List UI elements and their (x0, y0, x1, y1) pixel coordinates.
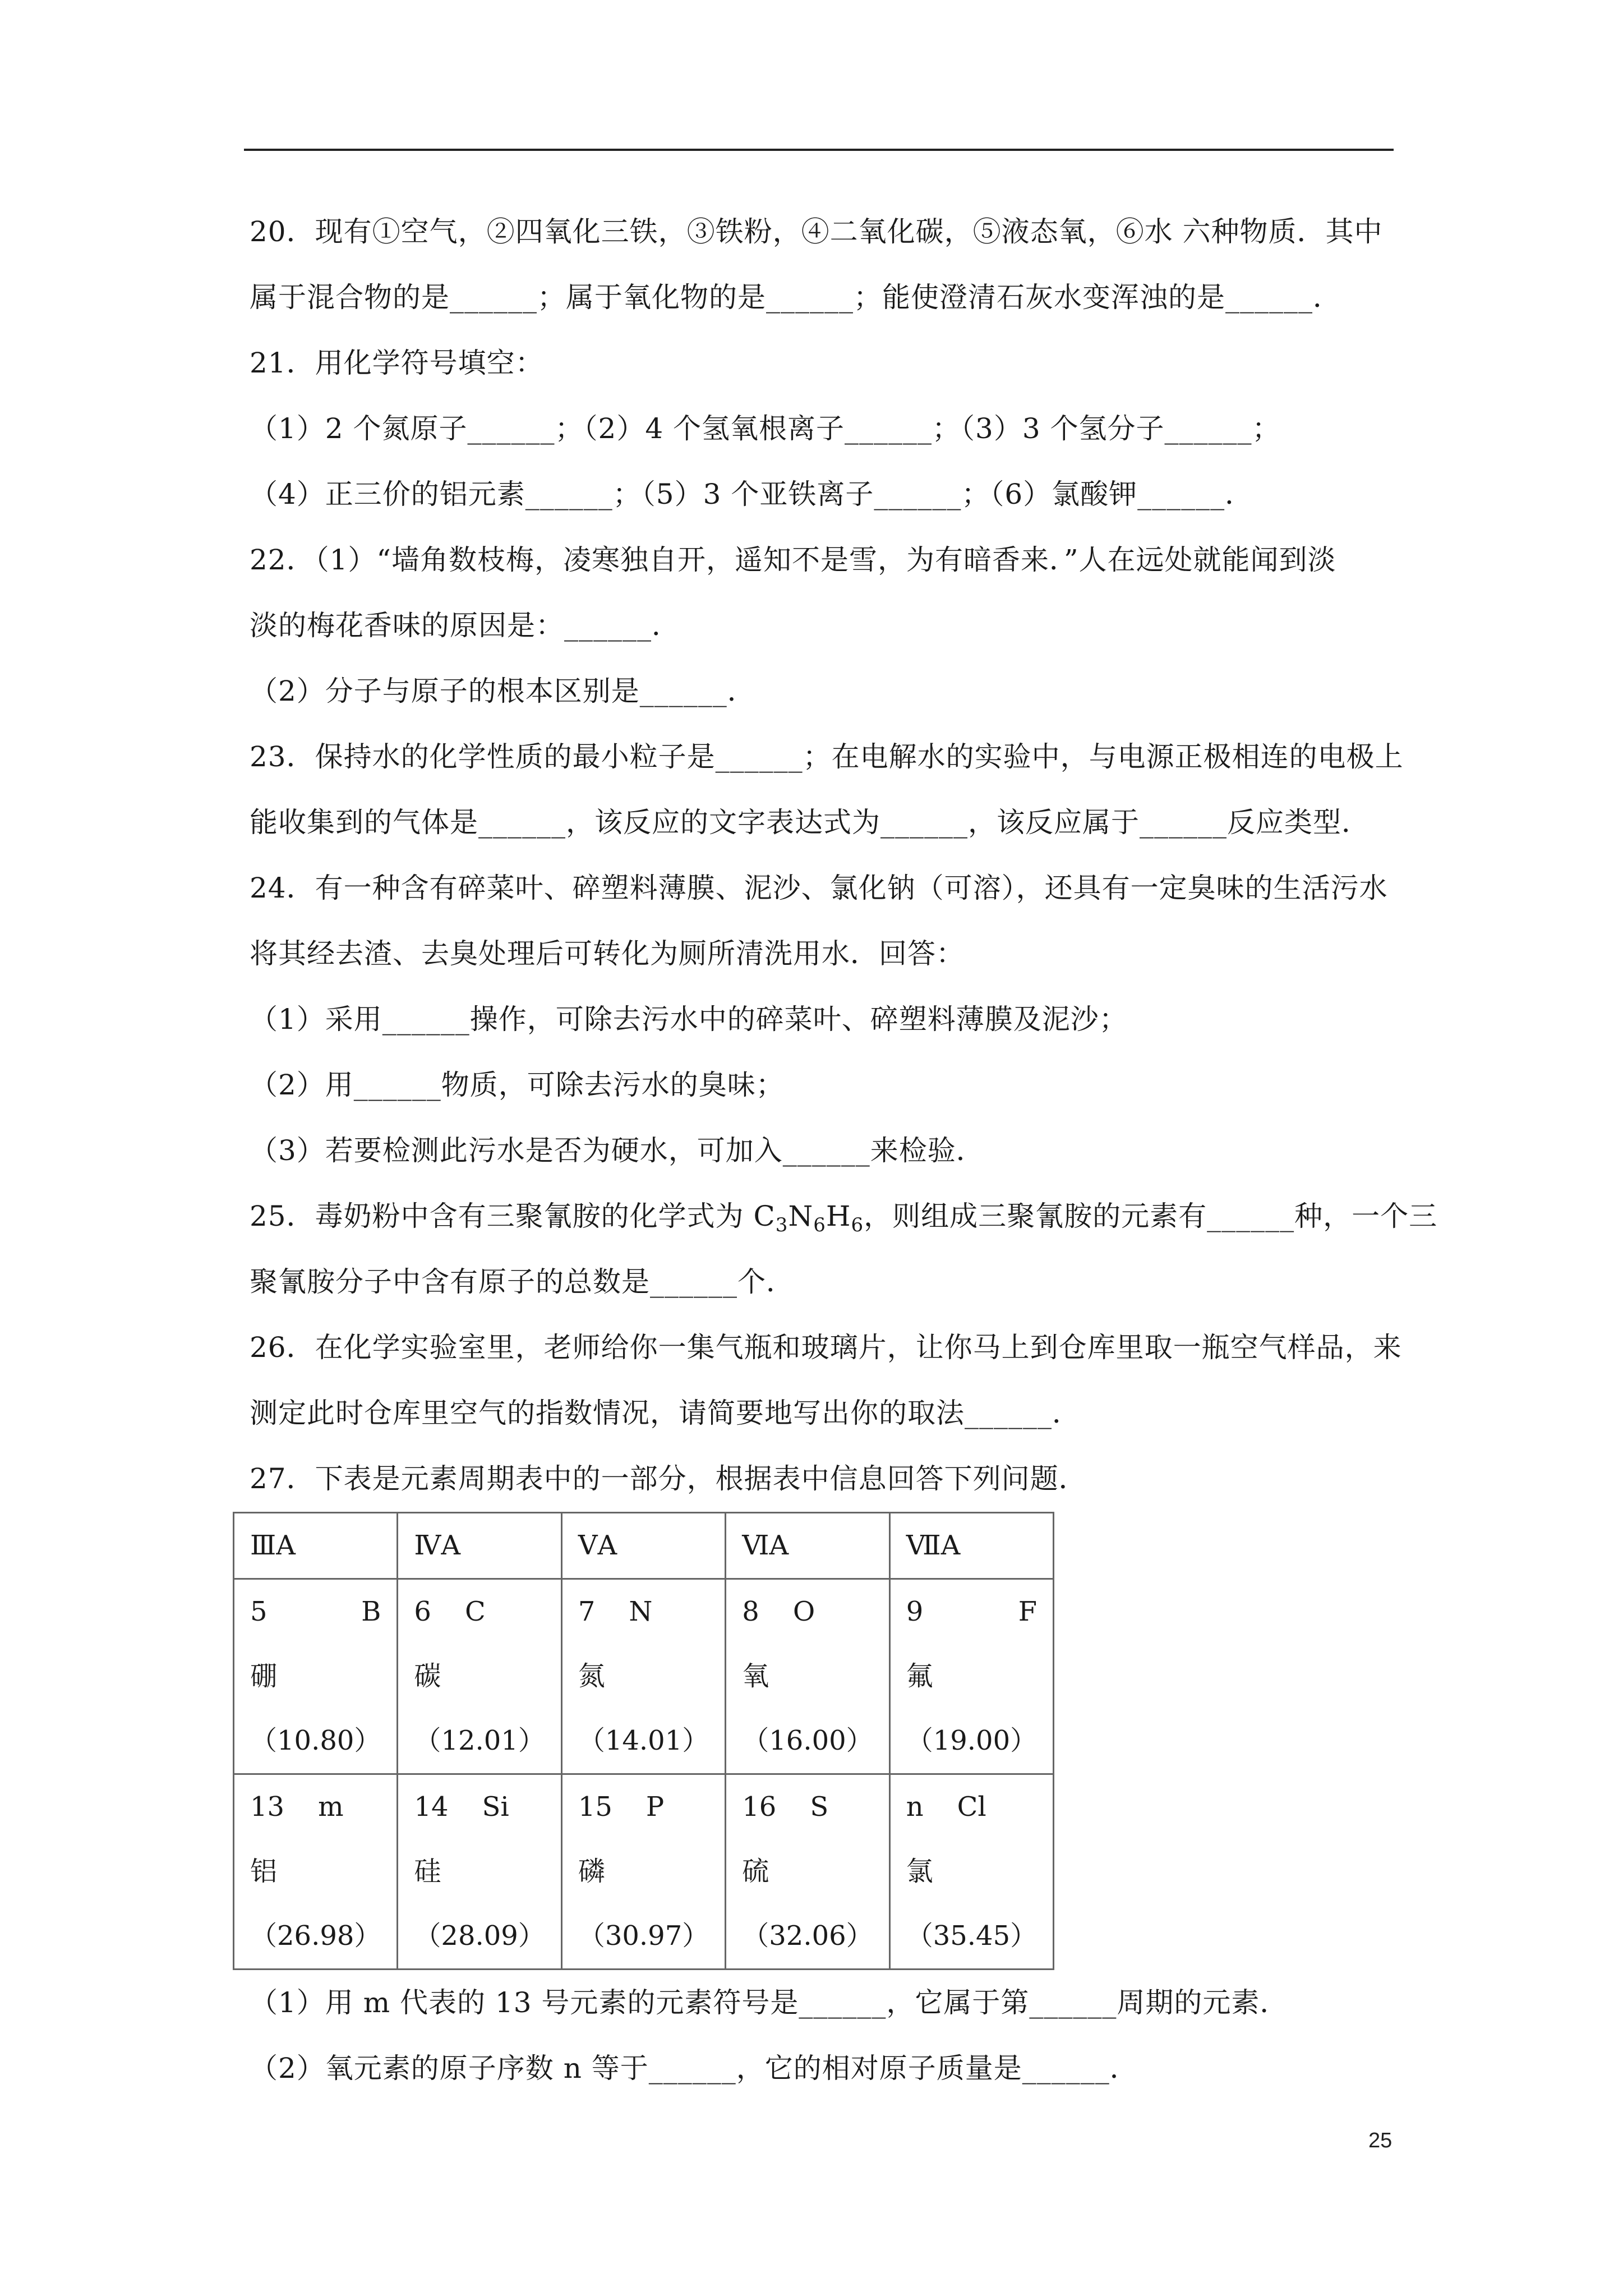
q25-line2: 聚氰胺分子中含有原子的总数是______个． (250, 1266, 795, 1298)
atomic-number: 7 (578, 1596, 596, 1627)
group-header: ⅢA (234, 1513, 398, 1579)
element-symbol: Cl (957, 1791, 986, 1823)
periodic-table-row (234, 1774, 1054, 1970)
element-symbol: N (629, 1596, 653, 1627)
q27-sub2: （2）氧元素的原子序数 n 等于______，它的相对原子质量是______． (250, 2052, 1138, 2085)
periodic-table (233, 1512, 1054, 1970)
element-cell (234, 1579, 398, 1774)
atomic-mass: （10.80） (250, 1725, 381, 1756)
atomic-mass: （28.09） (414, 1920, 545, 1952)
q21-line1: （1）2 个氮原子______；（2）4 个氢氧根离子______；（3）3 个氢分子______； (250, 412, 1281, 445)
q25-line1 (250, 1184, 1438, 1249)
question-21 (250, 330, 1394, 527)
question-24 (250, 855, 1394, 1184)
formula-h-sub: 6 (851, 1214, 864, 1236)
element-cell (234, 1774, 398, 1970)
element-name: 氮 (578, 1660, 605, 1692)
element-name: 氟 (906, 1660, 933, 1692)
atomic-number: 8 (742, 1596, 759, 1627)
header-rule (244, 149, 1394, 151)
group-header: ⅤA (561, 1513, 725, 1579)
element-symbol: O (792, 1596, 815, 1627)
atomic-mass: （16.00） (742, 1725, 873, 1756)
element-cell (398, 1774, 561, 1970)
atomic-number: 13 (250, 1791, 285, 1823)
formula-h: H (826, 1200, 851, 1232)
atomic-mass: （30.97） (578, 1920, 709, 1952)
q27-sub1: （1）用 m 代表的 13 号元素的元素符号是______，它属于第______周期的元素． (250, 1986, 1289, 2019)
q22-line1: 22．（1）“墙角数枝梅，凌寒独自开，遥知不是雪，为有暗香来．”人在远处就能闻到淡 (250, 544, 1336, 576)
q25-pre: 25．毒奶粉中含有三聚氰胺的化学式为 (250, 1200, 754, 1232)
q24-line5: （3）若要检测此污水是否为硬水，可加入______来检验． (250, 1134, 985, 1167)
page-number: 25 (1368, 2129, 1393, 2152)
element-name: 氯 (906, 1856, 933, 1887)
atomic-number: 14 (414, 1791, 449, 1823)
formula-n: N (788, 1200, 814, 1232)
atomic-mass: （32.06） (742, 1920, 873, 1952)
q23-line2: 能收集到的气体是______，该反应的文字表达式为______，该反应属于______反应类型． (250, 806, 1370, 839)
q22-line2: 淡的梅花香味的原因是：______． (250, 609, 680, 642)
atomic-number: n (906, 1791, 924, 1823)
formula-c: C (753, 1200, 776, 1232)
document-body (250, 199, 1438, 2101)
q22-line3: （2）分子与原子的根本区别是______． (250, 675, 756, 707)
q24-line3: （1）采用______操作，可除去污水中的碎菜叶、碎塑料薄膜及泥沙； (250, 1003, 1128, 1036)
element-cell (889, 1774, 1053, 1970)
atomic-number: 9 (906, 1596, 924, 1627)
group-header: ⅥA (726, 1513, 889, 1579)
element-cell (726, 1579, 889, 1774)
element-symbol: B (361, 1596, 381, 1627)
element-cell (889, 1579, 1053, 1774)
formula-c-sub: 3 (775, 1214, 789, 1236)
element-cell (561, 1579, 725, 1774)
element-name: 氧 (742, 1660, 769, 1692)
question-20 (250, 199, 1394, 330)
q25-post: ，则组成三聚氰胺的元素有______种，一个三 (864, 1200, 1438, 1232)
element-cell (726, 1774, 889, 1970)
formula-n-sub: 6 (813, 1214, 826, 1236)
group-header: ⅣA (398, 1513, 561, 1579)
q23-line1: 23．保持水的化学性质的最小粒子是______；在电解水的实验中，与电源正极相连的电极上 (250, 740, 1404, 773)
atomic-mass: （12.01） (414, 1725, 545, 1756)
question-26 (250, 1315, 1402, 1446)
question-23 (250, 724, 1404, 855)
element-symbol: Si (482, 1791, 509, 1823)
group-header: ⅦA (889, 1513, 1053, 1579)
atomic-number: 5 (250, 1596, 268, 1627)
q21-line2: （4）正三价的铝元素______；（5）3 个亚铁离子______；（6）氯酸钾______． (250, 478, 1254, 510)
periodic-table-row (234, 1579, 1054, 1774)
q24-line4: （2）用______物质，可除去污水的臭味； (250, 1069, 785, 1101)
element-cell (398, 1579, 561, 1774)
question-22 (250, 527, 1394, 724)
atomic-mass: （14.01） (578, 1725, 709, 1756)
element-name: 硅 (414, 1856, 441, 1887)
q24-line1: 24．有一种含有碎菜叶、碎塑料薄膜、泥沙、氯化钠（可溶），还具有一定臭味的生活污水 (250, 872, 1388, 904)
q26-line1: 26．在化学实验室里，老师给你一集气瓶和玻璃片，让你马上到仓库里取一瓶空气样品，来 (250, 1331, 1402, 1364)
element-name: 磷 (578, 1856, 605, 1887)
element-symbol: C (464, 1596, 486, 1627)
question-25 (250, 1184, 1438, 1315)
atomic-number: 15 (578, 1791, 612, 1823)
element-symbol: S (810, 1791, 829, 1823)
element-cell (561, 1774, 725, 1970)
element-name: 硼 (250, 1660, 278, 1692)
q27-title: 27．下表是元素周期表中的一部分，根据表中信息回答下列问题． (250, 1462, 1087, 1495)
q26-line2: 测定此时仓库里空气的指数情况，请简要地写出你的取法______． (250, 1397, 1081, 1429)
element-name: 碳 (414, 1660, 441, 1692)
element-name: 硫 (742, 1856, 769, 1887)
q20-line2: 属于混合物的是______；属于氧化物的是______；能使澄清石灰水变浑浊的是______． (250, 281, 1341, 314)
atomic-mass: （35.45） (906, 1920, 1038, 1952)
element-symbol: F (1018, 1596, 1038, 1627)
atomic-mass: （26.98） (250, 1920, 381, 1952)
periodic-table-header-row (234, 1513, 1054, 1579)
q20-line1: 20．现有①空气，②四氧化三铁，③铁粉，④二氧化碳，⑤液态氧，⑥水 六种物质．其中 (250, 215, 1383, 248)
element-name: 铝 (250, 1856, 278, 1887)
element-symbol: P (645, 1791, 665, 1823)
atomic-number: 16 (742, 1791, 777, 1823)
atomic-mass: （19.00） (906, 1725, 1038, 1756)
q24-line2: 将其经去渣、去臭处理后可转化为厕所清洗用水．回答： (250, 937, 965, 970)
question-27 (250, 1446, 1394, 2101)
q21-title: 21．用化学符号填空： (250, 347, 544, 379)
element-symbol: m (318, 1791, 344, 1823)
atomic-number: 6 (414, 1596, 431, 1627)
